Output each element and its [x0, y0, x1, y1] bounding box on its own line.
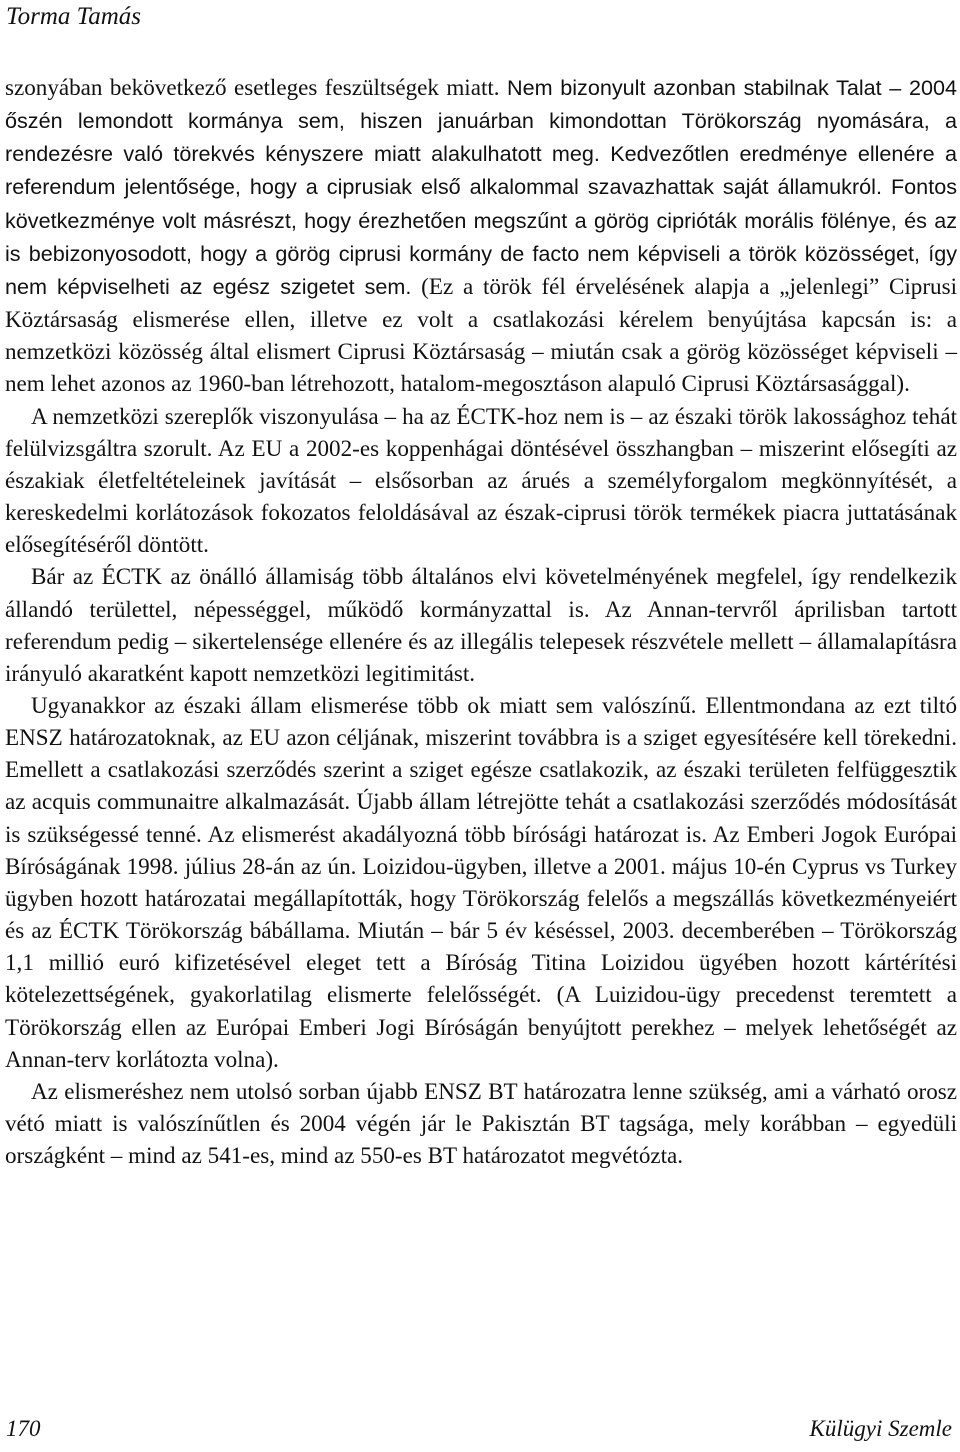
paragraph — [5, 71, 957, 400]
paragraph — [5, 400, 957, 561]
paragraph — [5, 689, 957, 1075]
text-segment: Az EU a 2002-es koppenhágai döntésével összhangban – miszerint elősegíti az északiak életfeltételeinek javítását – elsősorban az árués a személyforgalom megkönnyítését, a kereskedelmi korlátozások fokozatos feloldásával az észak-ciprusi török termékek piacra juttatásának elősegítéséről döntött. — [5, 434, 957, 558]
page-number: 170 — [6, 1416, 41, 1441]
paragraph — [5, 1075, 957, 1171]
paragraph — [5, 560, 957, 689]
text-segment: Az Annan-tervről áprilisban tartott referendum pedig – sikertelensége ellenére és az illegális telepesek részvétele mellett – államalapításra irányuló akaratként kapott nemzetközi legitimitást. — [5, 595, 957, 686]
text-segment: Ellentmondana az ezt tiltó ENSZ határozatoknak, az EU azon céljának, miszerint továbbra is a sziget egyesítésére kell törekedni. Emellett a csatlakozási szerződés szerint a sziget egésze csatlakozik, az északi területen felfüggesztik az acquis communaitre alkalmazását. Újabb állam létrejötte tehát a csatlakozási szerződés módosítását is szükségessé tenné. Az elismerést akadályozná több bírósági határozat is. Az Emberi Jogok Európai Bíróságának 1998. július 28-án az ún. Loizidou-ügyben, illetve a 2001. május 10-én Cyprus vs Turkey ügyben hozott határozatai megállapították, hogy Törökország felelős a megszállás következményeiért és az ÉCTK Törökország bábállama. Miután – bár 5 év késéssel, 2003. decemberében – Törökország 1,1 millió euró kifizetésével eleget tett a Bíróság Titina Loizidou ügyében hozott kártérítési kötelezettségének, gyakorlatilag elismerte felelősségét. (A Luizidou-ügy precedenst teremtett a Törökország ellen az Európai Emberi Jogi Bíróságán benyújtott perekhez – melyek lehetőségét az Annan-terv korlátozta volna). — [5, 691, 957, 1072]
text-segment: Ugyanakkor az északi állam elismerése több ok miatt sem valószínű. — [31, 691, 697, 718]
text-segment: A nemzetközi szereplők viszonyulása – ha az ÉCTK-hoz nem is – az északi török lakossághoz tehát felülvizsgáltra szorult. — [5, 402, 957, 461]
text-segment: Nem bizonyult azonban stabilnak Talat – 2004 őszén lemondott kormánya sem, hiszen januárban kimondottan Törökország nyomására, a rendezésre való törekvés kényszere miatt alakulhatott meg. Kedvezőtlen eredménye ellenére a referendum jelentősége, hogy a ciprusiak első alkalommal szavazhattak saját államukról. Fontos következménye volt másrészt, hogy érezhetően megszűnt a görög ciprióták morális fölénye, és az is bebizonyosodott, hogy a görög ciprusi kormány de facto nem képviseli a török közösséget, így nem képviselheti az egész szigetet sem. — [5, 75, 957, 299]
text-segment: (Ez a török fél érvelésének alapja a „jelenlegi” Ciprusi Köztársaság elismerése ellen, illetve ez volt a csatlakozási kérelem benyújtása kapcsán is: a nemzetközi közösség által elismert Ciprusi Köztársaság – miután csak a görög közösséget képviseli – nem lehet azonos az 1960-ban létrehozott, hatalom-megosztáson alapuló Ciprusi Köztársasággal). — [5, 272, 957, 397]
article-body — [5, 71, 957, 1171]
text-segment: szonyában bekövetkező esetleges feszültségek miatt. — [5, 74, 507, 100]
journal-title: Külügyi Szemle — [809, 1416, 952, 1441]
running-head-author: Torma Tamás — [6, 3, 142, 30]
text-segment: Az elismeréshez nem utolsó sorban újabb ENSZ BT határozatra lenne szükség, ami a várható orosz vétó miatt is valószínűtlen és 2004 végén jár le Pakisztán BT tagsága, mely korábban – egyedüli országként – mind az 541-es, mind az 550-es BT határozatot megvétózta. — [5, 1077, 957, 1169]
text-segment: Bár az ÉCTK az önálló államiság több általános elvi követelményének megfelel, így rendelkezik állandó területtel, népességgel, működő kormányzattal is. — [5, 563, 957, 622]
